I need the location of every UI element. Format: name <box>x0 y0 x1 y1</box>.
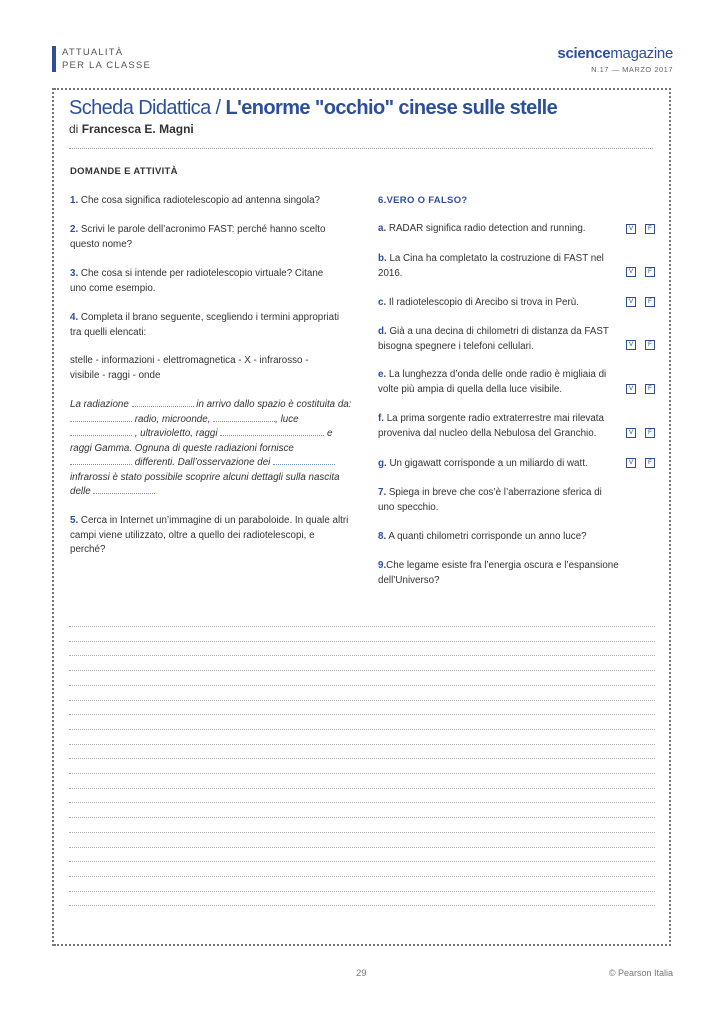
tf-item-a <box>378 222 618 237</box>
answer-line[interactable] <box>69 788 655 789</box>
answer-line[interactable] <box>69 655 655 656</box>
issue-info: N.17 — MARZO 2017 <box>591 65 673 74</box>
cloze-blank-2[interactable] <box>70 416 132 422</box>
cloze-blank-6[interactable] <box>70 459 132 465</box>
question-text: Spiega in breve che cos’è l’aberrazione sferica di uno specchio. <box>378 487 602 513</box>
answer-line[interactable] <box>69 905 655 906</box>
answer-line[interactable] <box>69 876 655 877</box>
cloze-blank-5[interactable] <box>220 430 324 436</box>
false-checkbox-g[interactable]: F <box>645 458 655 468</box>
answer-line[interactable] <box>69 626 655 627</box>
cloze-text: , ultravioletto, raggi <box>132 428 221 439</box>
question-3 <box>70 267 340 296</box>
kicker-line-2: PER LA CLASSE <box>62 60 151 71</box>
tf-letter: c. <box>378 297 387 308</box>
true-checkbox-c[interactable]: V <box>626 297 636 307</box>
tf-item-c <box>378 296 618 311</box>
answer-line[interactable] <box>69 773 655 774</box>
question-number: 4. <box>70 312 79 323</box>
tf-text: La Cina ha completato la costruzione di FAST nel 2016. <box>378 253 604 279</box>
question-number: 3. <box>70 268 79 279</box>
author-name: Francesca E. Magni <box>81 122 194 136</box>
question-1 <box>70 194 360 209</box>
question-number: 5. <box>70 515 79 526</box>
answer-line[interactable] <box>69 670 655 671</box>
question-text: Che cosa significa radiotelescopio ad antenna singola? <box>78 195 320 206</box>
cloze-text: in arrivo dallo spazio è costituita da: <box>193 399 352 410</box>
tf-letter: f. <box>378 413 384 424</box>
question-text: Cerca in Internet un’immagine di un paraboloide. In quale altri campi viene utilizzato, oltre a quello dei radiotelescopi, e perché? <box>70 515 349 555</box>
word-list: stelle - informazioni - elettromagnetica - X - infrarosso - visibile - raggi - onde <box>70 355 309 381</box>
title-separator <box>69 148 653 149</box>
answer-line[interactable] <box>69 758 655 759</box>
question-text: Completa il brano seguente, scegliendo i termini appropriati tra quelli elencati: <box>70 312 340 338</box>
question-8 <box>378 530 638 545</box>
tf-text: Già a una decina di chilometri di distanza da FAST bisogna spegnere i telefoni cellulari. <box>378 326 609 352</box>
answer-line[interactable] <box>69 861 655 862</box>
question-text: Scrivi le parole dell’acronimo FAST: perché hanno scelto questo nome? <box>70 224 326 250</box>
title-prefix: Scheda Didattica / <box>69 97 226 119</box>
answer-line[interactable] <box>69 641 655 642</box>
tf-item-e <box>378 368 618 397</box>
cloze-text: radio, microonde, <box>132 413 214 425</box>
true-false-heading: 6.VERO O FALSO? <box>378 195 468 206</box>
tf-item-f <box>378 412 620 441</box>
page-title <box>69 97 557 120</box>
false-checkbox-a[interactable]: F <box>645 224 655 234</box>
frame-border-left <box>52 88 54 946</box>
section-kicker <box>62 46 151 72</box>
question-number: 2. <box>70 224 79 235</box>
tf-text: La prima sorgente radio extraterrestre mai rilevata proveniva dal nucleo della Nebulosa del Granchio. <box>378 413 604 439</box>
question-number: 7. <box>378 487 387 498</box>
tf-text: Un gigawatt corrisponde a un miliardo di watt. <box>386 458 588 469</box>
question-5 <box>70 514 352 558</box>
answer-line[interactable] <box>69 744 655 745</box>
tf-letter: b. <box>378 253 387 264</box>
section-heading: DOMANDE E ATTIVITÀ <box>70 166 178 177</box>
answer-line[interactable] <box>69 817 655 818</box>
cloze-blank-3[interactable] <box>213 416 275 422</box>
true-checkbox-b[interactable]: V <box>626 267 636 277</box>
question-number: 8. <box>378 531 387 542</box>
question-4 <box>70 311 340 340</box>
question-9 <box>378 559 640 588</box>
tf-text: Il radiotelescopio di Arecibo si trova in Perù. <box>386 297 579 308</box>
answer-line[interactable] <box>69 685 655 686</box>
cloze-text: e raggi Gamma. Ognuna di queste radiazioni fornisce <box>70 428 333 454</box>
answer-line[interactable] <box>69 700 655 701</box>
tf-item-g <box>378 457 618 472</box>
cloze-text: infrarossi è stato possibile scoprire alcuni dettagli sulla nascita delle <box>70 471 340 497</box>
true-checkbox-f[interactable]: V <box>626 428 636 438</box>
kicker-line-1: ATTUALITÀ <box>62 47 124 58</box>
answer-line[interactable] <box>69 802 655 803</box>
false-checkbox-d[interactable]: F <box>645 340 655 350</box>
cloze-blank-8[interactable] <box>93 488 155 494</box>
false-checkbox-b[interactable]: F <box>645 267 655 277</box>
frame-border-top <box>54 88 671 90</box>
answer-line[interactable] <box>69 832 655 833</box>
true-checkbox-a[interactable]: V <box>626 224 636 234</box>
question-2 <box>70 223 352 252</box>
brand-bold: science <box>557 45 611 62</box>
cloze-text: La radiazione <box>70 399 132 410</box>
frame-border-right <box>669 88 671 946</box>
true-checkbox-d[interactable]: V <box>626 340 636 350</box>
tf-letter: e. <box>378 369 387 380</box>
question-number: 9. <box>378 560 387 571</box>
byline-prefix: di <box>69 122 82 136</box>
title-main: L'enorme "occhio" cinese sulle stelle <box>225 97 558 119</box>
cloze-blank-4[interactable] <box>70 430 132 436</box>
tf-item-b <box>378 252 610 281</box>
question-number: 1. <box>70 195 79 206</box>
answer-line[interactable] <box>69 714 655 715</box>
cloze-text: differenti. Dall’osservazione dei <box>132 457 274 468</box>
tf-letter: g. <box>378 458 387 469</box>
page-number: 29 <box>356 968 367 979</box>
question-text: Che cosa si intende per radiotelescopio virtuale? Citane uno come esempio. <box>70 268 324 294</box>
tf-text: RADAR significa radio detection and running. <box>386 223 586 234</box>
false-checkbox-c[interactable]: F <box>645 297 655 307</box>
cloze-blank-1[interactable] <box>132 401 194 407</box>
byline <box>69 122 194 136</box>
frame-border-bottom <box>54 944 671 946</box>
header-accent-bar <box>52 46 56 72</box>
cloze-blank-7[interactable] <box>273 459 335 465</box>
false-checkbox-f[interactable]: F <box>645 428 655 438</box>
tf-letter: d. <box>378 326 387 337</box>
question-7 <box>378 486 610 515</box>
tf-item-d <box>378 325 610 354</box>
brand-light: magazine <box>610 45 673 62</box>
copyright-notice: © Pearson Italia <box>608 968 673 978</box>
cloze-passage <box>70 398 354 500</box>
true-checkbox-e[interactable]: V <box>626 384 636 394</box>
answer-line[interactable] <box>69 891 655 892</box>
true-checkbox-g[interactable]: V <box>626 458 636 468</box>
cloze-text: , luce <box>275 413 299 425</box>
tf-letter: a. <box>378 223 387 234</box>
false-checkbox-e[interactable]: F <box>645 384 655 394</box>
question-text: A quanti chilometri corrisponde un anno luce? <box>386 531 587 542</box>
tf-text: La lunghezza d’onda delle onde radio è migliaia di volte più ampia di quella della luce visibile. <box>378 369 607 395</box>
answer-line[interactable] <box>69 729 655 730</box>
answer-line[interactable] <box>69 847 655 848</box>
brand-logo <box>557 45 673 62</box>
question-text: Che legame esiste fra l’energia oscura e l’espansione dell’Universo? <box>378 560 619 586</box>
